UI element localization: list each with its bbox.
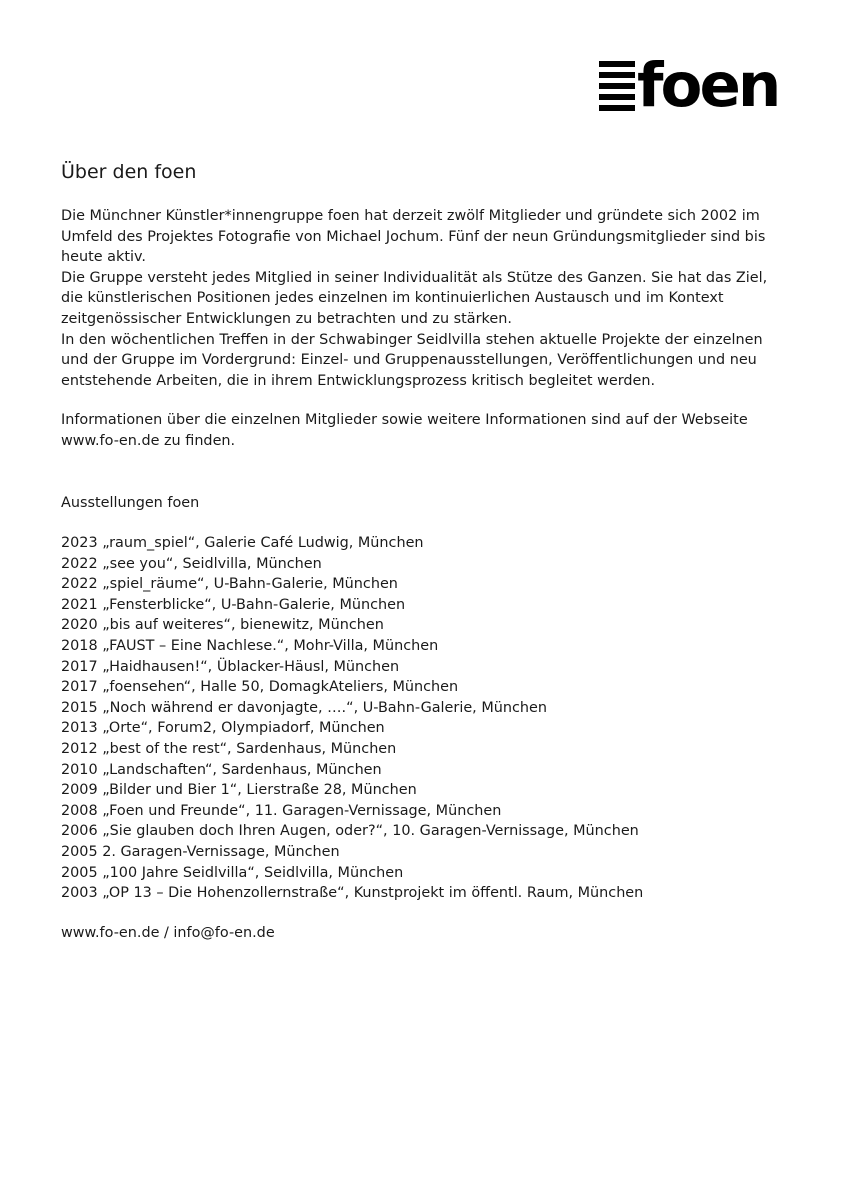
exhibition-item: 2003 „OP 13 – Die Hohenzollernstraße“, Kunstprojekt im öffentl. Raum, München xyxy=(61,885,644,902)
page-title: Über den foen xyxy=(61,161,197,183)
exhibition-item: 2005 „100 Jahre Seidlvilla“, Seidlvilla, München xyxy=(61,864,404,881)
exhibition-item: 2020 „bis auf weiteres“, bienewitz, München xyxy=(61,617,384,634)
intro-line: entstehende Arbeiten, die in ihrem Entwicklungsprozess kritisch begleitet werden. xyxy=(61,372,656,389)
exhibition-item: 2008 „Foen und Freunde“, 11. Garagen-Vernissage, München xyxy=(61,802,502,819)
info-line: www.fo-en.de zu finden. xyxy=(61,432,236,449)
intro-line: Die Gruppe versteht jedes Mitglied in seiner Individualität als Stütze des Ganzen. Sie hat das Ziel, xyxy=(61,269,768,286)
exhibition-item: 2015 „Noch während er davonjagte, ….“, U-Bahn-Galerie, München xyxy=(61,699,547,716)
intro-line: und der Gruppe im Vordergrund: Einzel- und Gruppenausstellungen, Veröffentlichungen und neu xyxy=(61,352,757,369)
intro-line: heute aktiv. xyxy=(61,249,146,266)
exhibition-item: 2022 „spiel_räume“, U-Bahn-Galerie, München xyxy=(61,576,398,593)
intro-line: Die Münchner Künstler*innengruppe foen hat derzeit zwölf Mitglieder und gründete sich 2002 im xyxy=(61,208,760,224)
exhibition-item: 2010 „Landschaften“, Sardenhaus, München xyxy=(61,761,382,778)
exhibition-item: 2009 „Bilder und Bier 1“, Lierstraße 28, München xyxy=(61,782,417,799)
contact-line: www.fo-en.de / info@fo-en.de xyxy=(61,925,275,941)
exhibition-item: 2012 „best of the rest“, Sardenhaus, München xyxy=(61,740,397,757)
exhibition-item: 2017 „Haidhausen!“, Üblacker-Häusl, München xyxy=(61,658,400,675)
intro-text xyxy=(61,206,801,391)
logo-stripe xyxy=(599,61,635,67)
exhibitions-list xyxy=(61,533,643,904)
foen-logo xyxy=(599,50,791,121)
logo-stripe xyxy=(599,94,635,100)
exhibition-item: 2022 „see you“, Seidlvilla, München xyxy=(61,555,322,572)
exhibition-item: 2023 „raum_spiel“, Galerie Café Ludwig, München xyxy=(61,535,424,551)
intro-line: In den wöchentlichen Treffen in der Schwabinger Seidlvilla stehen aktuelle Projekte der einzelnen xyxy=(61,331,763,348)
exhibition-item: 2018 „FAUST – Eine Nachlese.“, Mohr-Villa, München xyxy=(61,637,439,654)
logo-wordmark: foen xyxy=(637,50,779,121)
intro-line: zeitgenössischer Entwicklungen zu betrachten und zu stärken. xyxy=(61,310,512,327)
info-text xyxy=(61,410,801,451)
exhibition-item: 2005 2. Garagen-Vernissage, München xyxy=(61,843,340,860)
logo-stripe xyxy=(599,72,635,78)
exhibitions-heading: Ausstellungen foen xyxy=(61,495,200,511)
exhibition-item: 2021 „Fensterblicke“, U-Bahn-Galerie, München xyxy=(61,596,406,613)
info-line: Informationen über die einzelnen Mitglieder sowie weitere Informationen sind auf der Webseite xyxy=(61,412,748,428)
logo-stripes-icon xyxy=(599,61,635,111)
intro-line: die künstlerischen Positionen jedes einzelnen im kontinuierlichen Austausch und im Kontext xyxy=(61,290,724,307)
logo-stripe xyxy=(599,83,635,89)
exhibition-item: 2013 „Orte“, Forum2, Olympiadorf, München xyxy=(61,720,385,737)
exhibition-item: 2017 „foensehen“, Halle 50, DomagkAteliers, München xyxy=(61,679,459,696)
logo-stripe xyxy=(599,105,635,111)
exhibition-item: 2006 „Sie glauben doch Ihren Augen, oder?“, 10. Garagen-Vernissage, München xyxy=(61,823,639,840)
intro-line: Umfeld des Projektes Fotografie von Michael Jochum. Fünf der neun Gründungsmitglieder sind bis xyxy=(61,228,766,245)
